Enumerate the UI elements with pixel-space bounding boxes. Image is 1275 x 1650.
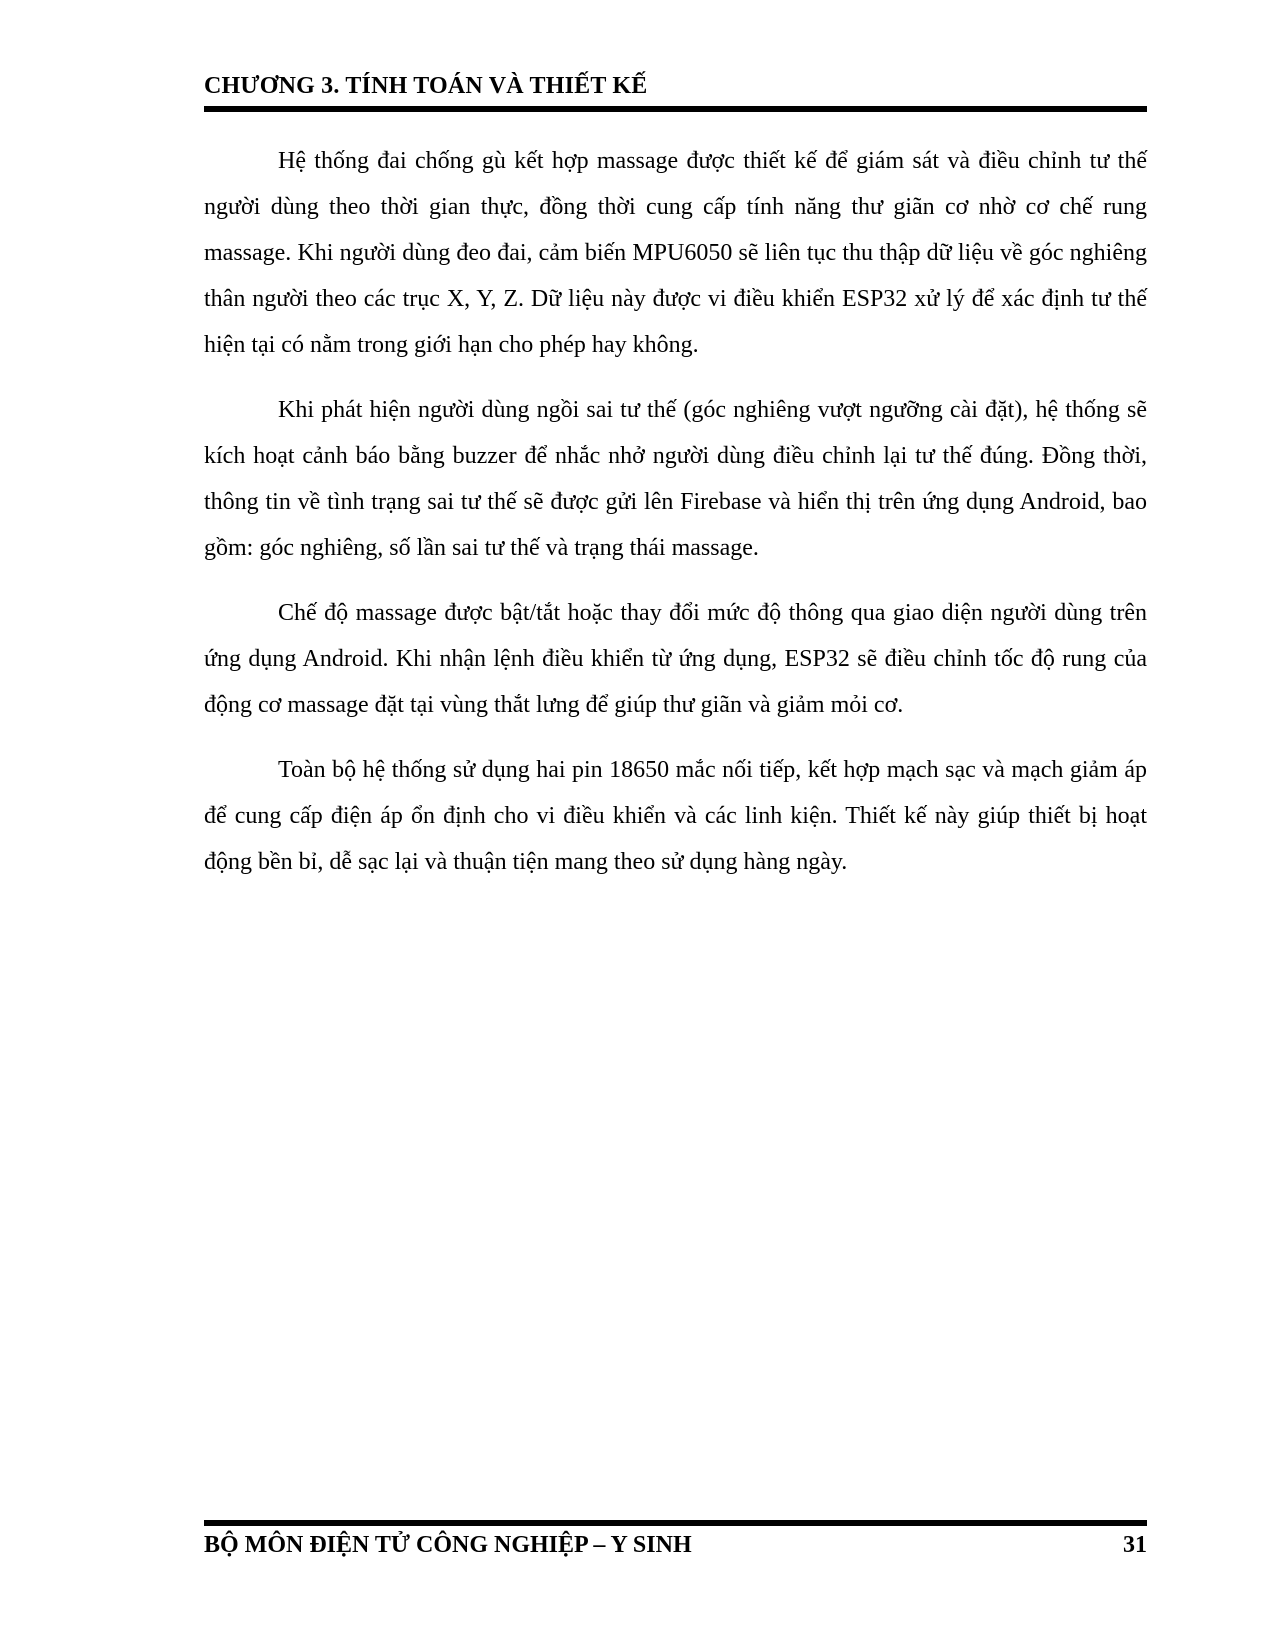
footer-rule bbox=[204, 1520, 1147, 1526]
body-text bbox=[204, 138, 1147, 904]
chapter-title: CHƯƠNG 3. TÍNH TOÁN VÀ THIẾT KẾ bbox=[204, 73, 648, 99]
page-number: 31 bbox=[1123, 1532, 1147, 1558]
paragraph-4: Toàn bộ hệ thống sử dụng hai pin 18650 mắc nối tiếp, kết hợp mạch sạc và mạch giảm áp để cung cấp điện áp ổn định cho vi điều khiển và các linh kiện. Thiết kế này giúp thiết bị hoạt động bền bỉ, dễ sạc lại và thuận tiện mang theo sử dụng hàng ngày. bbox=[204, 757, 1147, 875]
paragraph-2: Khi phát hiện người dùng ngồi sai tư thế (góc nghiêng vượt ngưỡng cài đặt), hệ thống sẽ kích hoạt cảnh báo bằng buzzer để nhắc nhở người dùng điều chỉnh lại tư thế đúng. Đồng thời, thông tin về tình trạng sai tư thế sẽ được gửi lên Firebase và hiển thị trên ứng dụng Android, bao gồm: góc nghiêng, số lần sai tư thế và trạng thái massage. bbox=[204, 397, 1147, 561]
header-rule bbox=[204, 106, 1147, 112]
paragraph-3: Chế độ massage được bật/tắt hoặc thay đổi mức độ thông qua giao diện người dùng trên ứng dụng Android. Khi nhận lệnh điều khiển từ ứng dụng, ESP32 sẽ điều chỉnh tốc độ rung của động cơ massage đặt tại vùng thắt lưng để giúp thư giãn và giảm mỏi cơ. bbox=[204, 600, 1147, 718]
footer-department: BỘ MÔN ĐIỆN TỬ CÔNG NGHIỆP – Y SINH bbox=[204, 1532, 692, 1558]
paragraph-1: Hệ thống đai chống gù kết hợp massage được thiết kế để giám sát và điều chỉnh tư thế người dùng theo thời gian thực, đồng thời cung cấp tính năng thư giãn cơ nhờ cơ chế rung massage. Khi người dùng đeo đai, cảm biến MPU6050 sẽ liên tục thu thập dữ liệu về góc nghiêng thân người theo các trục X, Y, Z. Dữ liệu này được vi điều khiển ESP32 xử lý để xác định tư thế hiện tại có nằm trong giới hạn cho phép hay không. bbox=[204, 148, 1147, 358]
